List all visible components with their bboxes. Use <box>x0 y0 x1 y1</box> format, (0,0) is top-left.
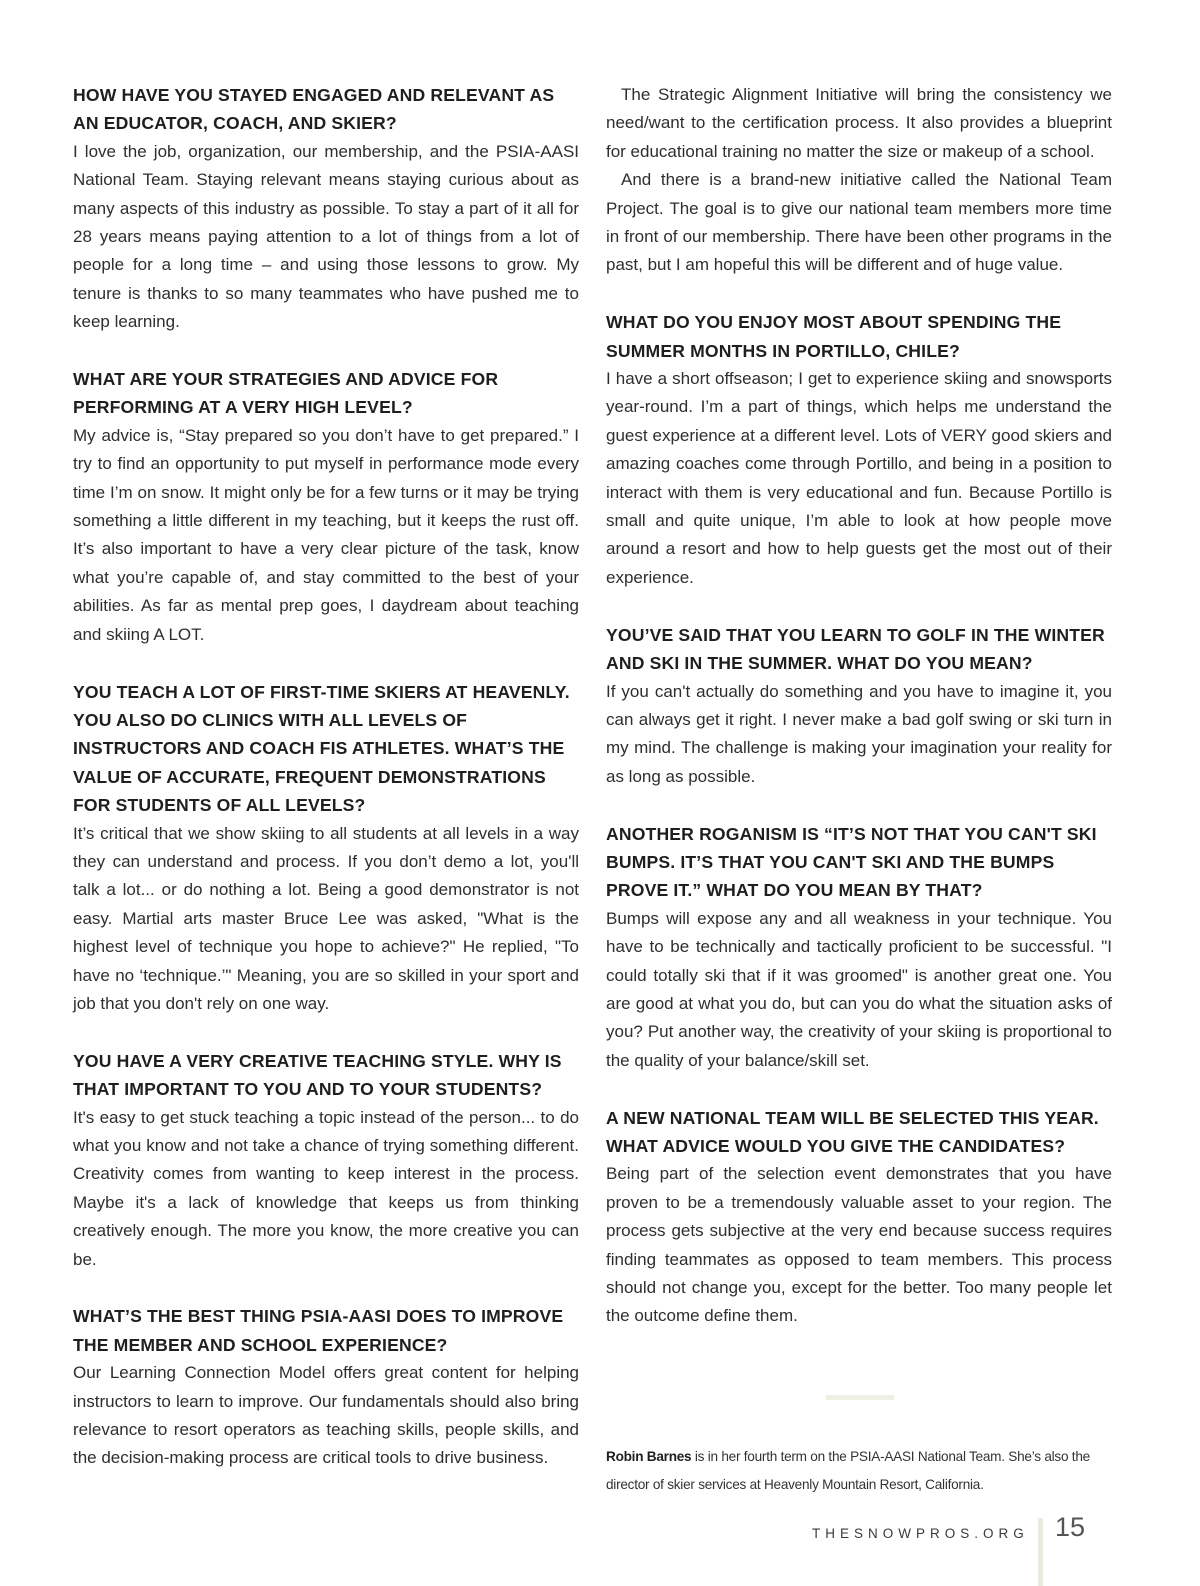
answer-paragraph: I love the job, organization, our membership, and the PSIA-AASI National Team. Staying relevant means staying curious about as many aspects of this industry as possible. To stay a part of it all for 28 years means paying attention to a lot of things from a lot of people for a long time – and using those lessons to grow. My tenure is thanks to so many teammates who have pushed me to keep learning. <box>73 141 579 332</box>
question-heading: WHAT ARE YOUR STRATEGIES AND ADVICE FOR PERFORMING AT A VERY HIGH LEVEL? <box>73 369 499 418</box>
author-bio <box>606 1443 1114 1498</box>
qa-block <box>73 81 579 337</box>
right-column <box>606 81 1112 1331</box>
footer-url: THESNOWPROS.ORG <box>812 1526 1029 1541</box>
answer-paragraph: I have a short offseason; I get to experience skiing and snowsports year-round. I’m a part of things, which helps me understand the guest experience at a different level. Lots of VERY good skiers and amazing coaches come through Portillo, and being in a position to interact with them is very educational and fun. Because Portillo is small and quite unique, I’m able to look at how people move around a resort and how to help guests get the most out of their experience. <box>606 369 1112 587</box>
left-column <box>73 81 579 1473</box>
question-heading: A NEW NATIONAL TEAM WILL BE SELECTED THIS YEAR. WHAT ADVICE WOULD YOU GIVE THE CANDIDATES? <box>606 1107 1099 1156</box>
answer-paragraph: The Strategic Alignment Initiative will bring the consistency we need/want to the certification process. It also provides a blueprint for educational training no matter the size or makeup of a school. <box>606 85 1112 161</box>
answer-paragraph: Being part of the selection event demonstrates that you have proven to be a tremendously valuable asset to your region. The process gets subjective at the very end because success requires finding teammates as opposed to team members. This process should not change you, except for the better. Too many people let the outcome define them. <box>606 1164 1112 1326</box>
answer-paragraph: Bumps will expose any and all weakness in your technique. You have to be technically and tactically proficient to be successful. "I could totally ski that if it was groomed" is another great one. You are good at what you do, but can you do what the situation asks of you? Put another way, the creativity of your skiing is proportional to the quality of your balance/skill set. <box>606 908 1112 1070</box>
answer-paragraph: My advice is, “Stay prepared so you don’t have to get prepared.” I try to find an opportunity to put myself in performance mode every time I’m on snow. It might only be for a few turns or it may be trying something a little different in my teaching, but it keeps the rust off. It’s also important to have a very clear picture of the task, know what you’re capable of, and stay committed to the best of your abilities. As far as mental prep goes, I daydream about teaching and skiing A LOT. <box>73 425 579 644</box>
qa-block <box>606 820 1112 1076</box>
answer-paragraph: If you can't actually do something and you have to imagine it, you can always get it right. I never make a bad golf swing or ski turn in my mind. The challenge is making your imagination your reality for as long as possible. <box>606 681 1112 786</box>
answer-paragraph: And there is a brand-new initiative called the National Team Project. The goal is to give our national team members more time in front of our membership. There have been other programs in the past, but I am hopeful this will be different and of huge value. <box>606 170 1112 275</box>
qa-block <box>606 308 1112 592</box>
question-heading: YOU HAVE A VERY CREATIVE TEACHING STYLE. WHY IS THAT IMPORTANT TO YOU AND TO YOUR STUDENTS? <box>73 1050 562 1100</box>
question-heading: YOU’VE SAID THAT YOU LEARN TO GOLF IN THE WINTER AND SKI IN THE SUMMER. WHAT DO YOU MEAN? <box>606 624 1105 674</box>
qa-block <box>73 365 579 649</box>
answer-paragraph: It’s critical that we show skiing to all students at all levels in a way they can understand and process. If you don’t demo a lot, you'll talk a lot... or do nothing a lot. Being a good demonstrator is not easy. Martial arts master Bruce Lee was asked, "What is the highest level of technique you hope to achieve?" He replied, "To have no ‘technique.’" Meaning, you are so skilled in your sport and job that you don't rely on one way. <box>73 823 579 1013</box>
continued-answer <box>606 81 1112 280</box>
answer-paragraph: It's easy to get stuck teaching a topic instead of the person... to do what you know and not take a chance of trying something different. Creativity comes from wanting to keep interest in the process. Maybe it's a lack of knowledge that keeps us from thinking creatively enough. The more you know, the more creative you can be. <box>73 1107 579 1269</box>
section-divider <box>826 1395 894 1400</box>
question-heading: HOW HAVE YOU STAYED ENGAGED AND RELEVANT AS AN EDUCATOR, COACH, AND SKIER? <box>73 85 555 134</box>
page-number: 15 <box>1055 1512 1086 1542</box>
answer-paragraph: Our Learning Connection Model offers great content for helping instructors to learn to improve. Our fundamentals should also bring relevance to resort operators as teaching skills, people skills, and the decision-making process are critical tools to drive business. <box>73 1363 579 1468</box>
question-heading: WHAT DO YOU ENJOY MOST ABOUT SPENDING THE SUMMER MONTHS IN PORTILLO, CHILE? <box>606 312 1062 361</box>
question-heading: WHAT’S THE BEST THING PSIA-AASI DOES TO IMPROVE THE MEMBER AND SCHOOL EXPERIENCE? <box>73 1306 564 1355</box>
footer-divider-bar <box>1038 1518 1043 1586</box>
question-heading: YOU TEACH A LOT OF FIRST-TIME SKIERS AT HEAVENLY. YOU ALSO DO CLINICS WITH ALL LEVELS OF INSTRUCTORS AND COACH FIS ATHLETES. WHAT’S THE VALUE OF ACCURATE, FREQUENT DEMONSTRATIONS FOR STUDENTS OF ALL LEVELS? <box>73 681 570 816</box>
qa-block <box>606 621 1112 791</box>
qa-block <box>73 1047 579 1274</box>
question-heading: ANOTHER ROGANISM IS “IT’S NOT THAT YOU CAN'T SKI BUMPS. IT’S THAT YOU CAN'T SKI AND THE BUMPS PROVE IT.” WHAT DO YOU MEAN BY THAT? <box>606 823 1097 901</box>
qa-block <box>606 1104 1112 1331</box>
author-name: Robin Barnes <box>606 1449 692 1464</box>
qa-block <box>73 678 579 1019</box>
author-bio-text: is in her fourth term on the PSIA-AASI National Team. She’s also the director of skier services at Heavenly Mountain Resort, California. <box>606 1449 1090 1492</box>
qa-block <box>73 1302 579 1472</box>
